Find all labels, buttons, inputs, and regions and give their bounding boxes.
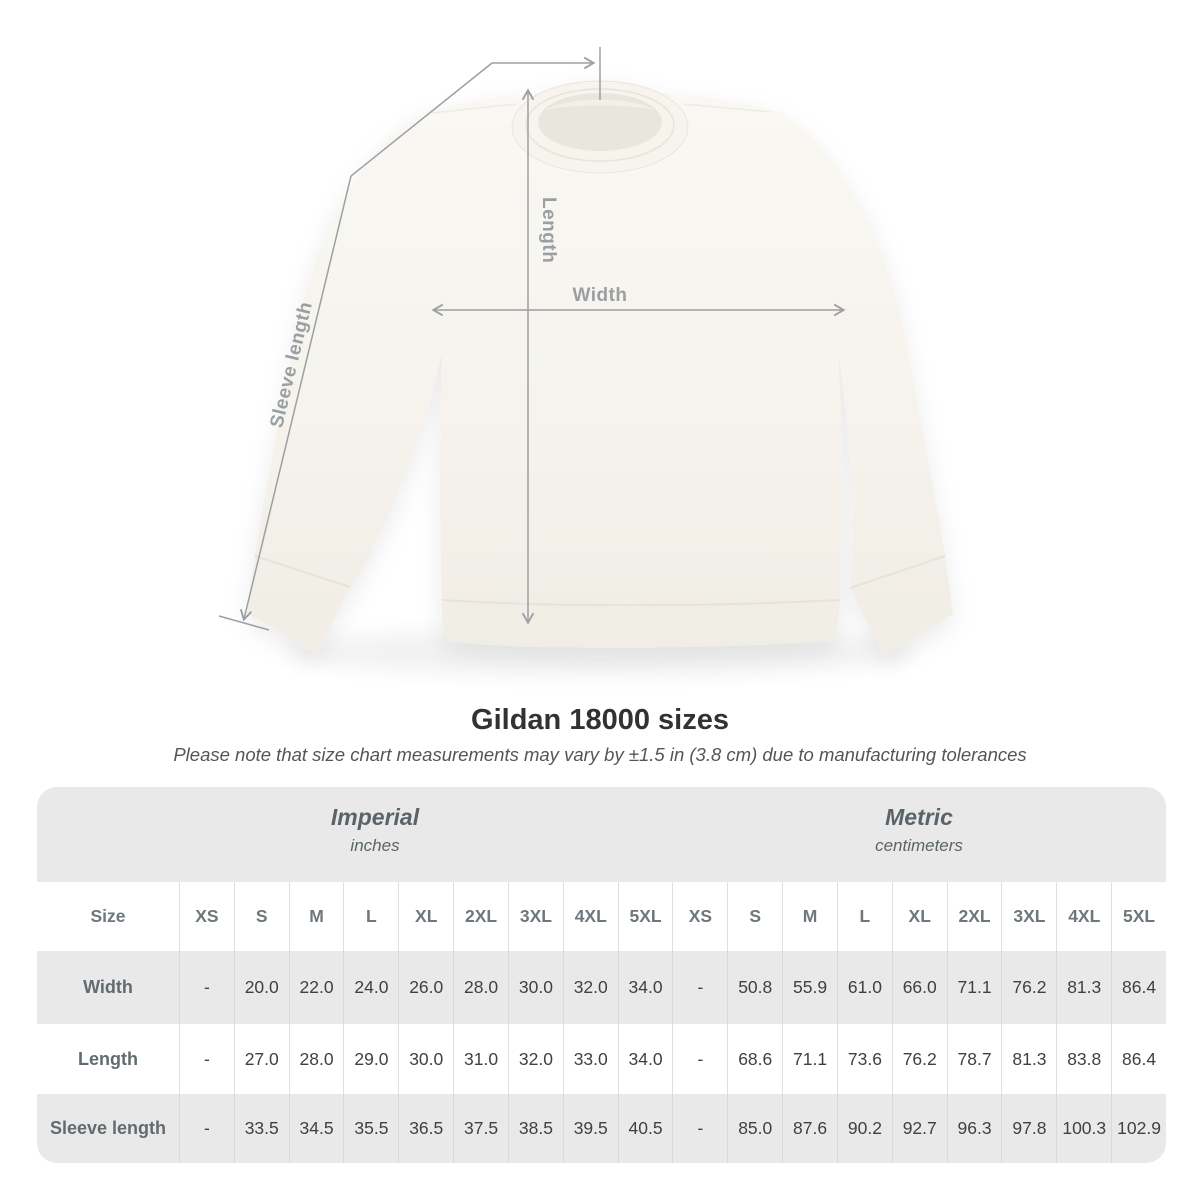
unit-header-band: [37, 787, 1166, 882]
table-cell: XS: [179, 882, 234, 951]
table-cell: 96.3: [947, 1094, 1002, 1163]
table-cell: 3XL: [1001, 882, 1056, 951]
table-cell: 4XL: [1056, 882, 1111, 951]
table-cell: 34.0: [618, 1024, 673, 1094]
table-cell: 40.5: [618, 1094, 673, 1163]
table-row-sleeve-length: [37, 1094, 1166, 1163]
table-cell: 2XL: [453, 882, 508, 951]
table-cell: 78.7: [947, 1024, 1002, 1094]
table-cell: 102.9: [1111, 1094, 1166, 1163]
table-cell: 50.8: [727, 951, 782, 1024]
table-cell: L: [837, 882, 892, 951]
table-cell: 55.9: [782, 951, 837, 1024]
table-cell: 81.3: [1056, 951, 1111, 1024]
table-cell: -: [179, 1094, 234, 1163]
table-cell: L: [343, 882, 398, 951]
table-cell: 76.2: [1001, 951, 1056, 1024]
table-cell: 32.0: [563, 951, 618, 1024]
table-cell: 29.0: [343, 1024, 398, 1094]
table-cell: 30.0: [398, 1024, 453, 1094]
table-cell: 39.5: [563, 1094, 618, 1163]
table-cell: 34.5: [289, 1094, 344, 1163]
table-cell: 71.1: [947, 951, 1002, 1024]
table-cell: M: [782, 882, 837, 951]
table-cell: 5XL: [1111, 882, 1166, 951]
width-row-label: Width: [83, 977, 133, 997]
size-column-header: Size: [90, 906, 126, 926]
table-cell: 86.4: [1111, 1024, 1166, 1094]
table-row-width: [37, 951, 1166, 1024]
table-cell: 87.6: [782, 1094, 837, 1163]
table-cell: 26.0: [398, 951, 453, 1024]
table-cell: 36.5: [398, 1094, 453, 1163]
width-measure-label: Width: [572, 285, 628, 306]
table-row-length: [37, 1024, 1166, 1094]
table-cell: -: [672, 1094, 727, 1163]
page-subtitle: Please note that size chart measurements may vary by ±1.5 in (3.8 cm) due to manufacturing tolerances: [173, 744, 1027, 765]
table-cell: 90.2: [837, 1094, 892, 1163]
sleeve-length-row-label: Sleeve length: [49, 1118, 167, 1138]
imperial-unit-label: inches: [350, 836, 400, 855]
table-cell: 92.7: [892, 1094, 947, 1163]
table-cell: 100.3: [1056, 1094, 1111, 1163]
table-cell: 35.5: [343, 1094, 398, 1163]
table-cell: S: [234, 882, 289, 951]
table-cell: 66.0: [892, 951, 947, 1024]
table-cell: 83.8: [1056, 1024, 1111, 1094]
table-cell: 2XL: [947, 882, 1002, 951]
table-cell: 20.0: [234, 951, 289, 1024]
table-cell: 33.0: [563, 1024, 618, 1094]
table-cell: XL: [398, 882, 453, 951]
table-cell: 71.1: [782, 1024, 837, 1094]
table-cell: 32.0: [508, 1024, 563, 1094]
length-row-label: Length: [78, 1048, 138, 1069]
metric-unit-label: centimeters: [875, 836, 963, 855]
table-cell: -: [672, 951, 727, 1024]
table-cell: 4XL: [563, 882, 618, 951]
table-cell: 76.2: [892, 1024, 947, 1094]
table-cell: -: [672, 1024, 727, 1094]
imperial-label: Imperial: [330, 804, 420, 830]
table-cell: XS: [672, 882, 727, 951]
table-cell: 97.8: [1001, 1094, 1056, 1163]
table-cell: 61.0: [837, 951, 892, 1024]
table-row-sizes: [37, 882, 1166, 951]
table-cell: M: [289, 882, 344, 951]
table-cell: 28.0: [289, 1024, 344, 1094]
table-cell: 5XL: [618, 882, 673, 951]
table-cell: 68.6: [727, 1024, 782, 1094]
table-cell: 31.0: [453, 1024, 508, 1094]
table-cell: 81.3: [1001, 1024, 1056, 1094]
table-cell: 34.0: [618, 951, 673, 1024]
table-cell: 3XL: [508, 882, 563, 951]
table-cell: -: [179, 951, 234, 1024]
table-cell: 38.5: [508, 1094, 563, 1163]
length-measure-label: Length: [538, 197, 559, 264]
size-chart-table: [37, 787, 1166, 1163]
metric-label: Metric: [885, 804, 953, 830]
table-cell: XL: [892, 882, 947, 951]
table-cell: S: [727, 882, 782, 951]
sleeve-measure-label: Sleeve length: [266, 299, 317, 430]
table-cell: 30.0: [508, 951, 563, 1024]
table-cell: 73.6: [837, 1024, 892, 1094]
table-cell: 22.0: [289, 951, 344, 1024]
table-cell: 33.5: [234, 1094, 289, 1163]
sweatshirt-illustration: [247, 81, 953, 656]
table-cell: -: [179, 1024, 234, 1094]
table-cell: 28.0: [453, 951, 508, 1024]
imperial-header: [331, 804, 419, 856]
table-cell: 37.5: [453, 1094, 508, 1163]
metric-header: [875, 804, 963, 856]
table-cell: 85.0: [727, 1094, 782, 1163]
table-cell: 86.4: [1111, 951, 1166, 1024]
table-cell: 24.0: [343, 951, 398, 1024]
page-title: Gildan 18000 sizes: [471, 704, 729, 736]
table-cell: 27.0: [234, 1024, 289, 1094]
